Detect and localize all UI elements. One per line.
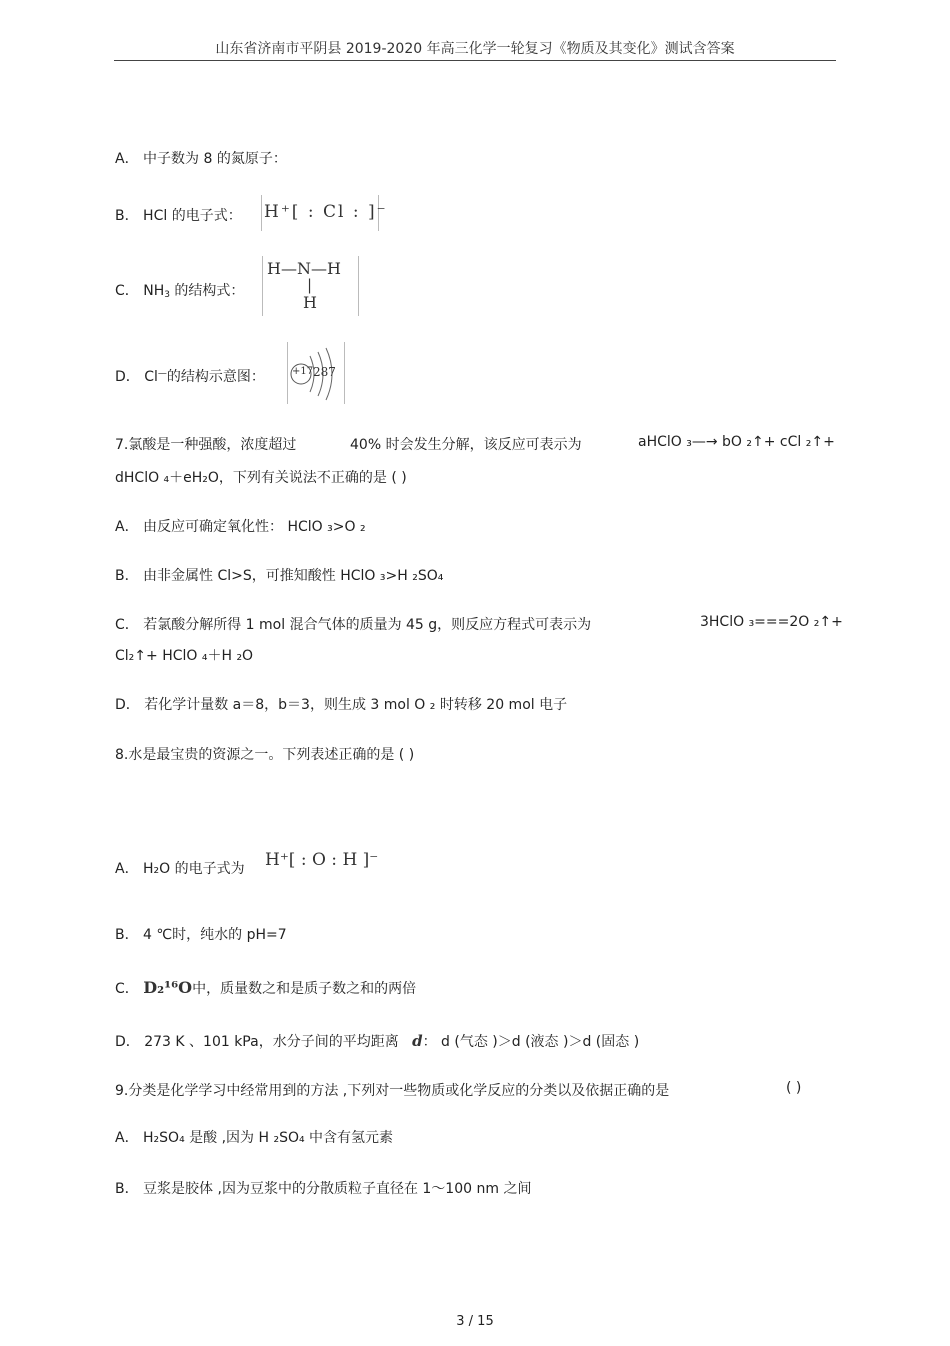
q6-option-c: C． $NH_3$ 的结构式： (115, 283, 245, 300)
nucleus-charge: +17 (292, 366, 314, 377)
header-rule (114, 60, 836, 61)
page-number: 3 / 15 (456, 1314, 494, 1329)
q8-option-c: C． D₂¹⁶O中，质量数之和是质子数之和的两倍 (115, 978, 417, 997)
h2o-formula-text: H⁺[ : O : H ]⁻ (265, 850, 379, 870)
nh3-top-row: H—N—H (267, 259, 341, 278)
q6-option-a: A． 中子数为 8 的氮原子： (115, 151, 287, 167)
h2o-electron-formula (263, 838, 379, 888)
page-header: 山东省济南市平阴县 2019-2020 年高三化学一轮复习《物质及其变化》测试含答案 (215, 41, 735, 57)
q7-stem-line1-c: aHClO ₃—→ bO ₂↑+ cCl ₂↑+ (638, 434, 835, 450)
q7-stem-line1-b: 40% 时会发生分解，该反应可表示为 (350, 437, 582, 453)
nh3-structural-formula (262, 256, 359, 316)
hcl-formula-text: H⁺[ : Cl : ]⁻ (264, 202, 388, 222)
q7-option-d: D． 若化学计量数 a＝8，b＝3，则生成 3 mol O ₂ 时转移 20 mol 电子 (115, 697, 568, 713)
q9-stem: 9.分类是化学学习中经常用到的方法 ,下列对一些物质或化学反应的分类以及依据正确的是 (115, 1083, 670, 1099)
q7-stem-line1-a: 7.氯酸是一种强酸，浓度超过 (115, 437, 297, 453)
q7-option-c-equation: 3HClO ₃===2O ₂↑+ (700, 614, 843, 630)
q6-option-b: B． HCl 的电子式： (115, 208, 242, 224)
q9-stem-paren: ( ) (786, 1080, 802, 1096)
nh3-bond: | (307, 276, 313, 294)
nh3-bottom-h: H (303, 293, 317, 312)
q9-option-a: A． H₂SO₄ 是酸 ,因为 H ₂SO₄ 中含有氢元素 (115, 1130, 394, 1146)
shell-electron-counts: 287 (313, 365, 336, 379)
q7-option-a: A． 由反应可确定氧化性： HClO ₃>O ₂ (115, 519, 366, 535)
q8-option-b: B． 4 ℃时，纯水的 pH=7 (115, 927, 287, 943)
q7-option-c-line2: Cl₂↑+ HClO ₄＋H ₂O (115, 648, 254, 664)
q7-stem-line2: dHClO ₄＋eH₂O，下列有关说法不正确的是 ( ) (115, 470, 407, 486)
cl-ion-structure-diagram (287, 342, 345, 404)
q7-option-c-line1: C． 若氯酸分解所得 1 mol 混合气体的质量为 45 g，则反应方程式可表示为 (115, 617, 592, 633)
q8-option-a: A． H₂O 的电子式为 (115, 861, 245, 877)
q8-stem: 8.水是最宝贵的资源之一。下列表述正确的是 ( ) (115, 747, 415, 763)
q6-option-d: D． Cl—的结构示意图： (115, 368, 265, 385)
q7-option-b: B． 由非金属性 Cl>S，可推知酸性 HClO ₃>H ₂SO₄ (115, 568, 444, 584)
hcl-electron-formula (261, 195, 388, 231)
q9-option-b: B． 豆浆是胶体 ,因为豆浆中的分散质粒子直径在 1～100 nm 之间 (115, 1181, 532, 1197)
q8-option-d: D． 273 K 、101 kPa，水分子间的平均距离 d： d (气态 )＞d (液态 )＞d (固态 ) (115, 1032, 640, 1050)
d2o-symbol: D₂¹⁶O (143, 978, 193, 997)
